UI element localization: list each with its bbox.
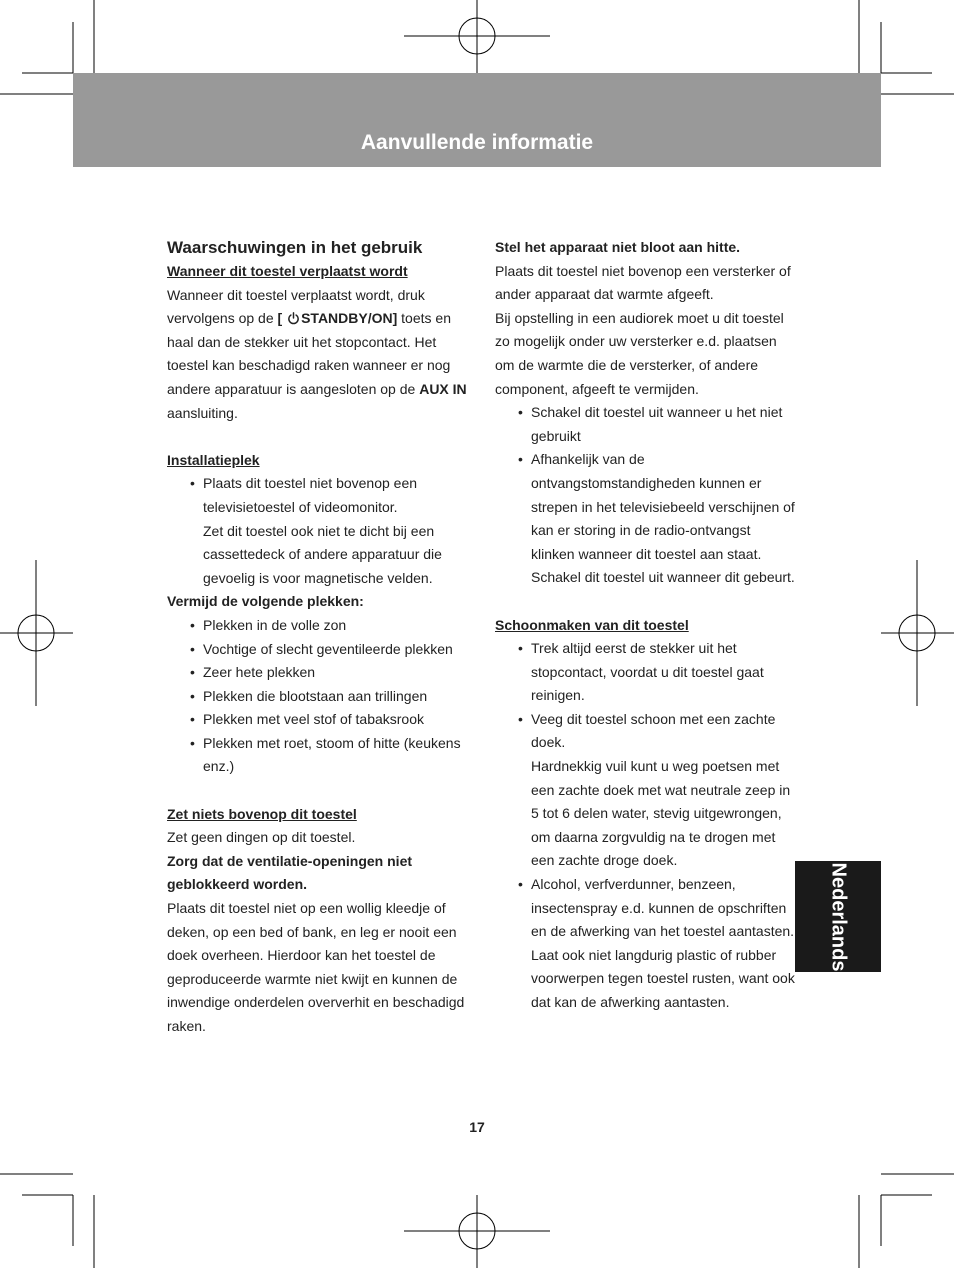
- list-item-text: Plekken die blootstaan aan trillingen: [203, 687, 428, 704]
- avoid-list: [167, 614, 467, 779]
- list-item-text: Veeg dit toestel schoon met een zachte doek.: [531, 710, 776, 751]
- installation-list: [167, 472, 467, 590]
- cleaning-list: [495, 637, 795, 1015]
- list-item: • Plekken met roet, stoom of hitte (keukens enz.): [190, 734, 461, 775]
- heading-installation: Installatieplek: [167, 451, 260, 468]
- list-item: • Schakel dit toestel uit wanneer u het niet gebruikt: [518, 404, 783, 444]
- paragraph-moving: [167, 284, 467, 426]
- list-item-text: Plekken met roet, stoom of hitte (keukens enz.): [203, 734, 461, 775]
- page-number: 17: [469, 1119, 485, 1135]
- moving-text-c: aansluiting.: [167, 404, 238, 421]
- list-item-text: Zeer hete plekken: [203, 664, 316, 681]
- paragraph-nothing-on-top: Zet geen dingen op dit toestel.: [167, 829, 356, 846]
- paragraph-ventilation: Plaats dit toestel niet op een wollig kleedje of deken, op een bed of bank, en leg er nooit een doek overheen. Hierdoor kan het toestel de geproduceerde warmte niet kwijt en kunnen de inwendige onderdelen oververhit en beschadigd raken.: [167, 900, 465, 1034]
- standby-label: STANDBY/ON]: [301, 310, 398, 327]
- left-column: [167, 236, 467, 1039]
- list-item: • Trek altijd eerst de stekker uit het stopcontact, voordat u dit toestel gaat reinigen.: [518, 640, 764, 704]
- right-column: [495, 236, 795, 1015]
- list-item: • Veeg dit toestel schoon met een zachte doek. Hardnekkig vuil kunt u weg poetsen met een zachte doek met wat neutrale zeep in 5 tot 6 delen water, stevig uitgewrongen, om daarna zorgvuldig na te drogen met een zachte droge doek.: [495, 708, 795, 873]
- list-item-extra: Zet dit toestel ook niet te dicht bij een cassettedeck of andere apparatuur die gevoelig is voor magnetische velden.: [203, 522, 442, 586]
- list-item: • Vochtige of slecht geventileerde plekken: [190, 640, 453, 657]
- moving-text-b: toets en haal dan de stekker uit het stopcontact. Het toestel kan beschadigd raken wanneer er nog andere apparatuur is aangesloten op de: [167, 310, 451, 397]
- aux-in-label: AUX IN: [419, 380, 467, 397]
- list-item-text: Trek altijd eerst de stekker uit het stopcontact, voordat u dit toestel gaat reinigen.: [531, 640, 764, 704]
- list-item-text: Plekken met veel stof of tabaksrook: [203, 711, 424, 728]
- ventilation-warning: Zorg dat de ventilatie-openingen niet geblokkeerd worden.: [167, 852, 413, 893]
- moving-text-a: Wanneer dit toestel verplaatst wordt, druk vervolgens op de: [167, 286, 425, 327]
- list-item-text: Plaats dit toestel niet bovenop een televisietoestel of videomonitor.: [203, 475, 418, 515]
- list-item-text: Alcohol, verfverdunner, benzeen, insectenspray e.d. kunnen de opschriften en de afwerking van het toestel aantasten. Laat ook niet langdurig plastic of rubber voorwerpen tegen toestel rusten, want ook dat kan de afwerking aantasten.: [531, 876, 795, 1010]
- heading-moving: Wanneer dit toestel verplaatst wordt: [167, 263, 408, 279]
- paragraph-heat-1: Plaats dit toestel niet bovenop een versterker of ander apparaat dat warmte afgeeft.: [495, 262, 791, 303]
- list-item-text: Afhankelijk van de ontvangstomstandigheden kunnen er strepen in het televisiebeeld verschijnen of kan er storing in de radio-ontvangst klinken wanneer dit toestel aan staat. Schakel dit toestel uit wanneer dit gebeurt.: [531, 451, 795, 586]
- list-item: • Plaats dit toestel niet bovenop een televisietoestel of videomonitor. Zet dit toestel ook niet te dicht bij een cassettedeck of andere apparatuur die gevoelig is voor magnetische velden.: [167, 472, 467, 590]
- standby-button-ref: [278, 310, 398, 326]
- list-item: • Alcohol, verfverdunner, benzeen, insectenspray e.d. kunnen de opschriften en de afwerking van het toestel aantasten. Laat ook niet langdurig plastic of rubber voorwerpen tegen toestel rusten, want ook dat kan de afwerking aantasten.: [518, 876, 795, 1010]
- heading-heat: Stel het apparaat niet bloot aan hitte.: [495, 239, 741, 255]
- language-tab: [795, 861, 881, 972]
- list-item-text: Schakel dit toestel uit wanneer u het niet gebruikt: [531, 404, 783, 444]
- heat-list: [495, 401, 795, 590]
- list-item: • Plekken die blootstaan aan trillingen: [190, 687, 428, 704]
- heading-nothing-on-top: Zet niets bovenop dit toestel: [167, 805, 357, 822]
- standby-bracket: [: [277, 310, 283, 327]
- avoid-heading: Vermijd de volgende plekken:: [167, 593, 364, 610]
- list-item: • Plekken met veel stof of tabaksrook: [190, 711, 424, 728]
- page-title: Aanvullende informatie: [360, 131, 594, 154]
- language-tab-label: Nederlands: [827, 862, 850, 971]
- list-item: • Zeer hete plekken: [190, 664, 316, 681]
- header-band: [73, 73, 881, 167]
- paragraph-heat-2: Bij opstelling in een audiorek moet u dit toestel zo mogelijk onder uw versterker e.d. plaatsen om de warmte die de versterker, of andere component, afgeeft te vermijden.: [495, 309, 784, 397]
- list-item-extra: Hardnekkig vuil kunt u weg poetsen met een zachte doek met wat neutrale zeep in 5 tot 6 delen water, stevig uitgewrongen, om daarna zorgvuldig na te drogen met een zachte droge doek.: [531, 758, 791, 869]
- power-icon: [287, 312, 300, 325]
- list-item-text: Vochtige of slecht geventileerde plekken: [203, 640, 453, 657]
- heading-cleaning: Schoonmaken van dit toestel: [495, 616, 689, 633]
- list-item: • Plekken in de volle zon: [190, 616, 347, 633]
- section-title: Waarschuwingen in het gebruik: [167, 238, 423, 257]
- list-item-text: Plekken in de volle zon: [203, 616, 347, 633]
- list-item: • Afhankelijk van de ontvangstomstandigheden kunnen er strepen in het televisiebeeld verschijnen of kan er storing in de radio-ontvangst klinken wanneer dit toestel aan staat. Schakel dit toestel uit wanneer dit gebeurt.: [518, 451, 795, 586]
